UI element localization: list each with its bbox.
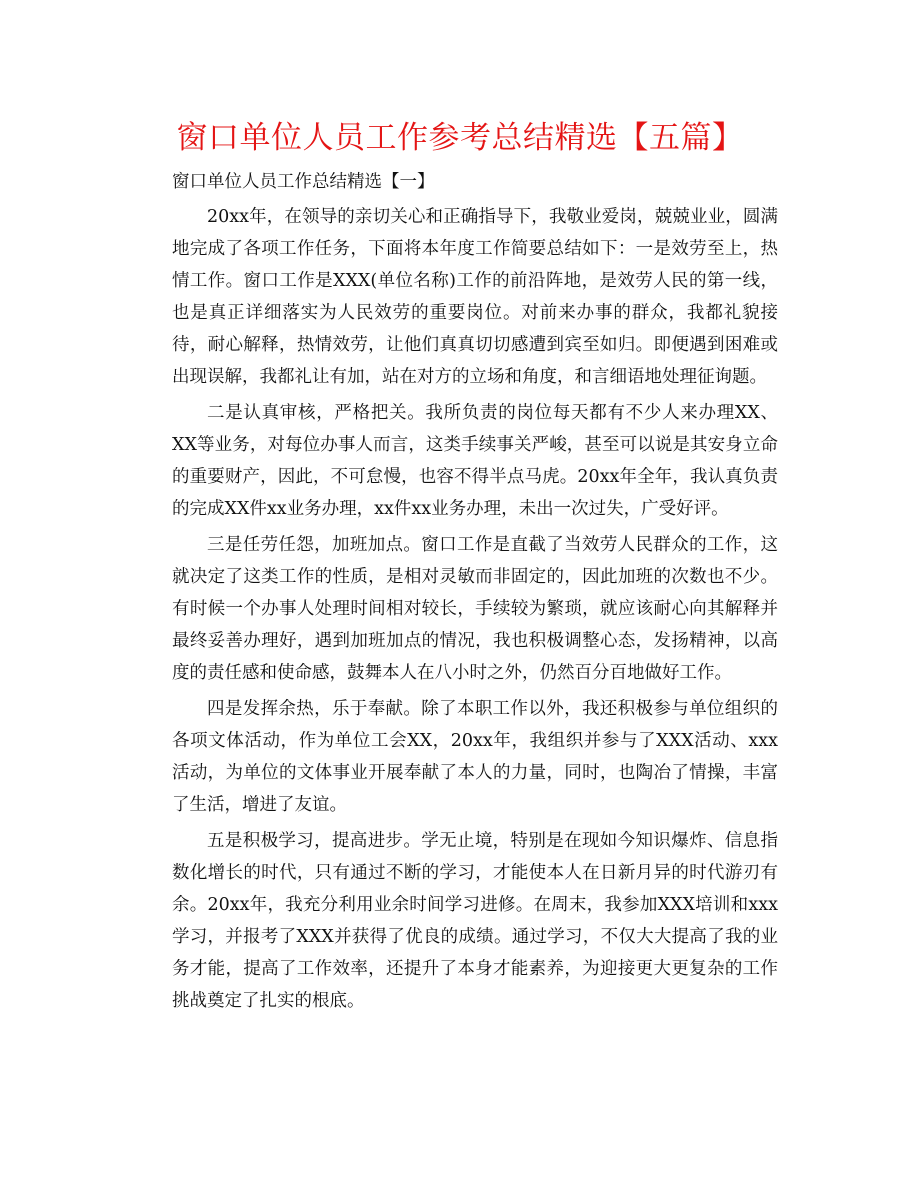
document-body [172, 166, 778, 1017]
paragraph-4: 四是发挥余热，乐于奉献。除了本职工作以外，我还积极参与单位组织的各项文体活动，作为单位工会XX，20xx年，我组织并参与了XXX活动、xxx活动，为单位的文体事业开展奉献了本人的力量，同时，也陶冶了情操，丰富了生活，增进了友谊。 [172, 699, 778, 815]
document-title: 窗口单位人员工作参考总结精选【五篇】 [176, 120, 744, 156]
paragraph-5: 五是积极学习，提高进步。学无止境，特别是在现如今知识爆炸、信息指数化增长的时代，只有通过不断的学习，才能使本人在日新月异的时代游刃有余。20xx年，我充分利用业余时间学习进修。在周末，我参加XXX培训和xxx学习，并报考了XXX并获得了优良的成绩。通过学习，不仅大大提高了我的业务才能，提高了工作效率，还提升了本身才能素养，为迎接更大更复杂的工作挑战奠定了扎实的根底。 [172, 831, 778, 1011]
paragraph-2: 二是认真审核，严格把关。我所负责的岗位每天都有不少人来办理XX、XX等业务，对每位办事人而言，这类手续事关严峻，甚至可以说是其安身立命的重要财产，因此，不可怠慢，也容不得半点马虎。20xx年全年，我认真负责的完成XX件xx业务办理，xx件xx业务办理，未出一次过失，广受好评。 [172, 403, 778, 519]
section-heading: 窗口单位人员工作总结精选【一】 [172, 172, 435, 192]
paragraph-3: 三是任劳任怨，加班加点。窗口工作是直截了当效劳人民群众的工作，这就决定了这类工作的性质，是相对灵敏而非固定的，因此加班的次数也不少。有时候一个办事人处理时间相对较长，手续较为繁琐，就应该耐心向其解释并最终妥善办理好，遇到加班加点的情况，我也积极调整心态，发扬精神，以高度的责任感和使命感，鼓舞本人在八小时之外，仍然百分百地做好工作。 [172, 535, 778, 683]
paragraph-1: 20xx年，在领导的亲切关心和正确指导下，我敬业爱岗，兢兢业业，圆满地完成了各项工作任务，下面将本年度工作简要总结如下：一是效劳至上，热情工作。窗口工作是XXX(单位名称)工作的前沿阵地，是效劳人民的第一线，也是真正详细落实为人民效劳的重要岗位。对前来办事的群众，我都礼貌接待，耐心解释，热情效劳，让他们真真切切感遭到宾至如归。即便遇到困难或出现误解，我都礼让有加，站在对方的立场和角度，和言细语地处理征询题。 [172, 207, 778, 387]
